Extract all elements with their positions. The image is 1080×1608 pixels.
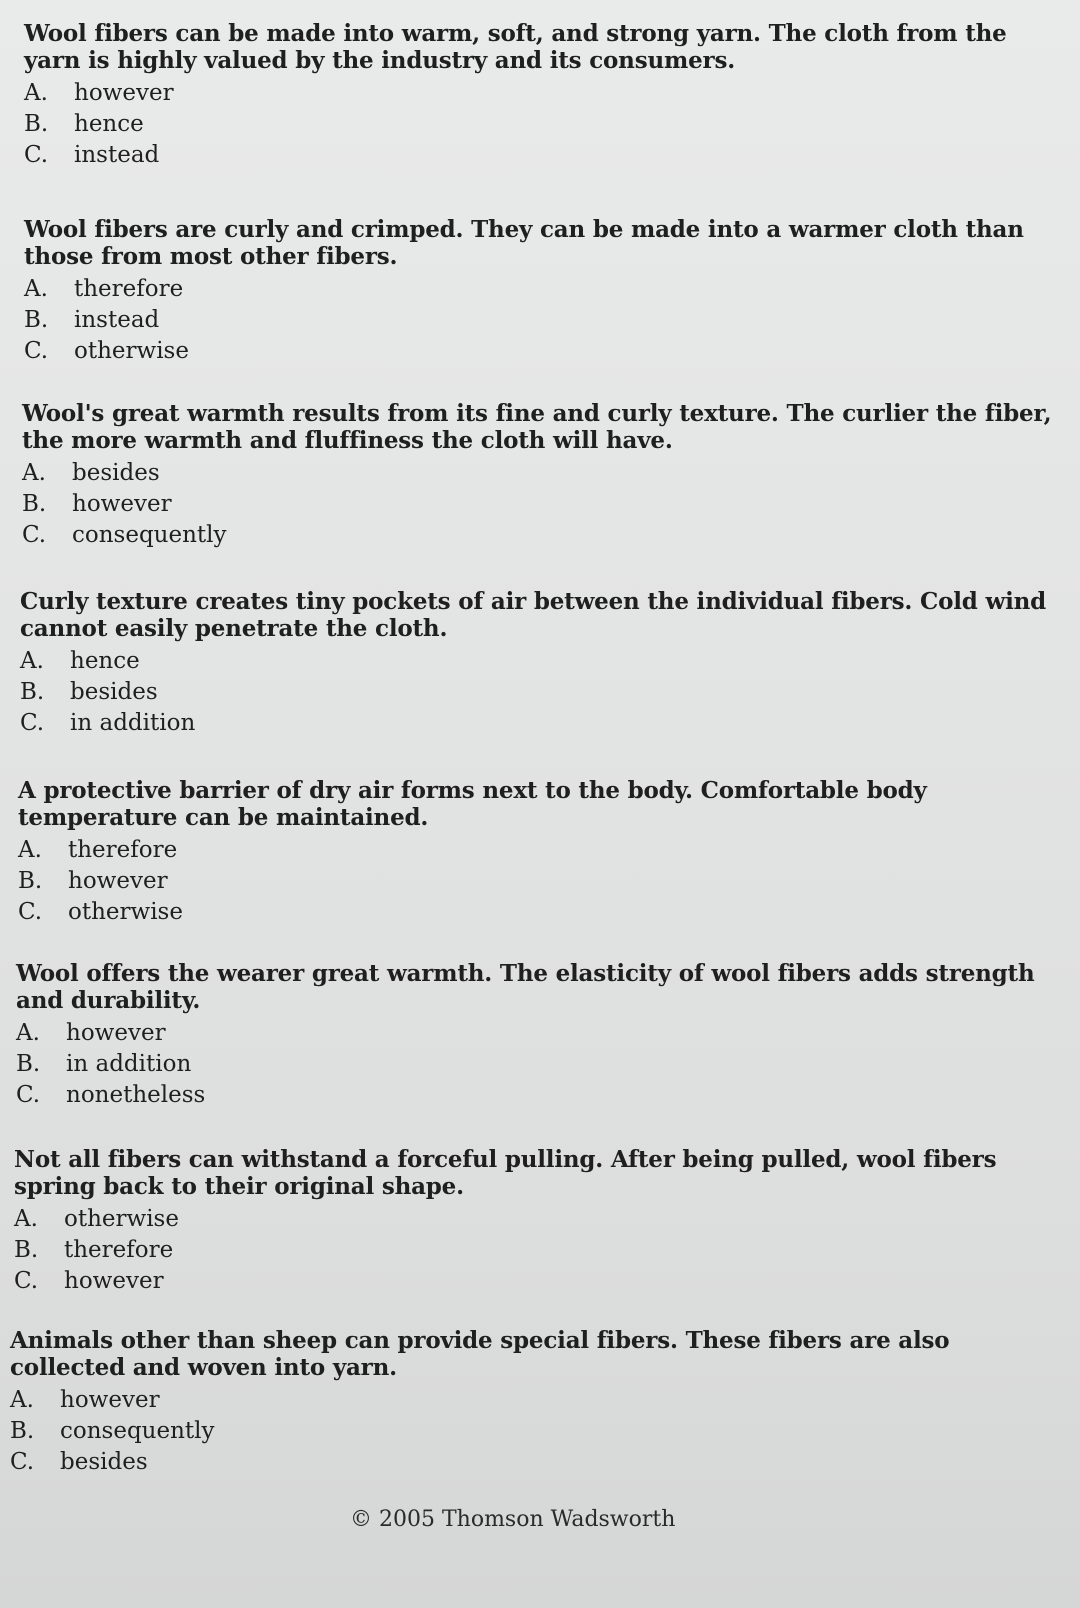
option-a: A. therefore <box>18 837 178 863</box>
option-b: B. instead <box>24 307 160 333</box>
option-a: A. however <box>16 1020 166 1046</box>
question-prompt: Not all fibers can withstand a forceful pulling. After being pulled, wool fibers spring back to their original shape. <box>14 1146 997 1200</box>
option-c: C. otherwise <box>24 338 189 364</box>
question-prompt: Wool fibers can be made into warm, soft, and strong yarn. The cloth from the yarn is highly valued by the industry and its consumers. <box>24 20 1007 74</box>
option-c: C. instead <box>24 142 160 168</box>
option-a: A. however <box>24 80 174 106</box>
option-c: C. otherwise <box>18 899 183 925</box>
question-5 <box>18 777 1058 928</box>
question-prompt: Wool's great warmth results from its fine and curly texture. The curlier the fiber, the more warmth and fluffiness the cloth will have. <box>22 400 1052 454</box>
copyright-footer: © 2005 Thomson Wadsworth <box>350 1507 676 1532</box>
option-b: B. in addition <box>16 1051 192 1077</box>
option-b: B. consequently <box>10 1418 215 1444</box>
option-b: B. however <box>18 868 168 894</box>
option-b: B. therefore <box>14 1237 174 1263</box>
question-prompt: Animals other than sheep can provide special fibers. These fibers are also collected and woven into yarn. <box>10 1327 950 1381</box>
question-prompt: Wool fibers are curly and crimped. They can be made into a warmer cloth than those from most other fibers. <box>24 216 1024 270</box>
question-7 <box>14 1146 1054 1297</box>
option-b: B. hence <box>24 111 144 137</box>
question-6 <box>16 960 1056 1111</box>
question-prompt: Wool offers the wearer great warmth. The elasticity of wool fibers adds strength and durability. <box>16 960 1035 1014</box>
option-a: A. however <box>10 1387 160 1413</box>
question-prompt: A protective barrier of dry air forms next to the body. Comfortable body temperature can be maintained. <box>18 777 927 831</box>
option-c: C. nonetheless <box>16 1082 206 1108</box>
option-b: B. besides <box>20 679 158 705</box>
option-a: A. therefore <box>24 276 184 302</box>
question-prompt: Curly texture creates tiny pockets of air between the individual fibers. Cold wind cannot easily penetrate the cloth. <box>20 588 1047 642</box>
option-c: C. besides <box>10 1449 148 1475</box>
option-a: A. hence <box>20 648 140 674</box>
option-b: B. however <box>22 491 172 517</box>
option-c: C. in addition <box>20 710 196 736</box>
option-a: A. besides <box>22 460 160 486</box>
option-a: A. otherwise <box>14 1206 179 1232</box>
option-c: C. however <box>14 1268 164 1294</box>
option-c: C. consequently <box>22 522 227 548</box>
question-3 <box>22 400 1062 551</box>
question-1 <box>24 20 1064 171</box>
question-8 <box>10 1327 1050 1478</box>
question-2 <box>24 216 1064 367</box>
question-4 <box>20 588 1060 739</box>
